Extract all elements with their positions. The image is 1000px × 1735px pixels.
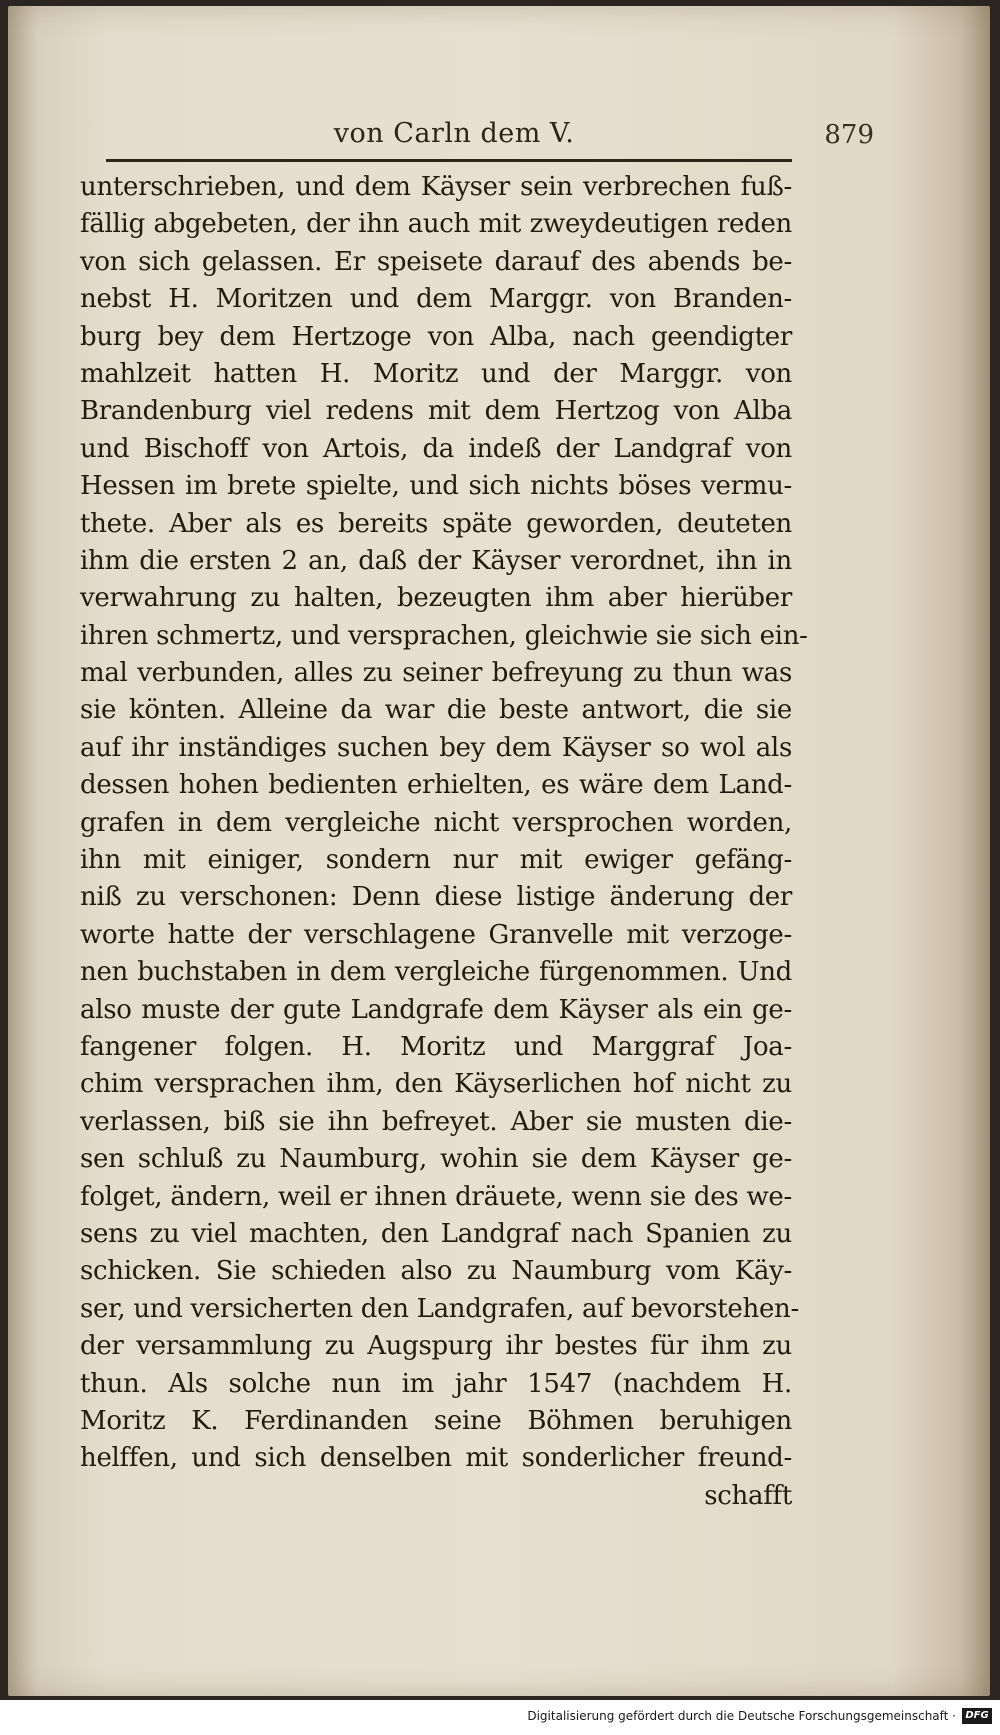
header-rule [106,159,792,162]
text-line: grafen in dem vergleiche nicht versprochen worden, [80,807,792,838]
text-line: fällig abgebeten, der ihn auch mit zweydeutigen reden [80,209,792,240]
text-line: burg bey dem Hertzoge von Alba, nach geendigter [80,321,792,352]
text-line: verlassen, biß sie ihn befreyet. Aber sie musten die- [80,1106,792,1137]
text-line: und Bischoff von Artois, da indeß der Landgraf von [80,433,792,464]
text-line: sens zu viel machten, den Landgraf nach Spanien zu [80,1218,792,1249]
text-line: niß zu verschonen: Denn diese listige änderung der [80,882,792,913]
funding-credit: Digitalisierung gefördert durch die Deutsche Forschungsgemeinschaft · [527,1709,956,1723]
running-head [104,118,874,158]
text-line: ihren schmertz, und versprachen, gleichwie sie sich ein- [80,620,808,651]
running-head-title: von Carln dem V. [333,118,575,149]
text-line: verwahrung zu halten, bezeugten ihm aber hierüber [80,583,792,614]
text-line: chim versprachen ihm, den Käyserlichen hof nicht zu [80,1069,792,1100]
body-text [80,169,808,1515]
text-line: nen buchstaben in dem vergleiche fürgenommen. Und [80,957,792,988]
text-line: Moritz K. Ferdinanden seine Böhmen beruhigen [80,1405,792,1436]
text-line: Hessen im brete spielte, und sich nichts böses vermu- [80,471,792,502]
text-line: Brandenburg viel redens mit dem Hertzog von Alba [80,396,792,427]
text-line: ihn mit einiger, sondern nur mit ewiger gefäng- [80,845,792,876]
text-line: der versammlung zu Augspurg ihr bestes für ihm zu [80,1331,792,1362]
digitization-footer [0,1700,1000,1735]
text-line: ihm die ersten 2 an, daß der Käyser verordnet, ihn in [80,545,792,576]
text-line: mahlzeit hatten H. Moritz und der Marggr. von [80,358,792,389]
text-line: worte hatte der verschlagene Granvelle mit verzoge- [80,919,792,950]
text-line: folget, ändern, weil er ihnen dräuete, wenn sie des we- [80,1181,792,1212]
text-line: auf ihr inständiges suchen bey dem Käyser so wol als [80,732,792,763]
dfg-logo: DFG [962,1708,992,1724]
text-line: dessen hohen bedienten erhielten, es wäre dem Land- [80,770,792,801]
text-line: von sich gelassen. Er speisete darauf des abends be- [80,246,792,277]
page-number: 879 [824,120,874,150]
text-line: fangener folgen. H. Moritz und Marggraf Joa- [80,1031,792,1062]
book-page [8,6,990,1696]
text-line: schafft [704,1480,792,1511]
text-line: mal verbunden, alles zu seiner befreyung zu thun was [80,658,792,689]
text-line: thun. Als solche nun im jahr 1547 (nachdem H. [80,1368,792,1399]
text-line: thete. Aber als es bereits späte geworden, deuteten [80,508,792,539]
text-line: unterschrieben, und dem Käyser sein verbrechen fuß- [80,172,792,202]
text-line: ser, und versicherten den Landgrafen, auf bevorstehen- [80,1293,799,1324]
text-line: helffen, und sich denselben mit sonderlicher freund- [80,1443,792,1474]
text-line: nebst H. Moritzen und dem Marggr. von Branden- [80,284,792,315]
text-line: sie könten. Alleine da war die beste antwort, die sie [80,695,792,726]
text-line: sen schluß zu Naumburg, wohin sie dem Käyser ge- [80,1144,792,1175]
text-line: also muste der gute Landgrafe dem Käyser als ein ge- [80,994,792,1025]
text-line: schicken. Sie schieden also zu Naumburg vom Käy- [80,1256,792,1287]
